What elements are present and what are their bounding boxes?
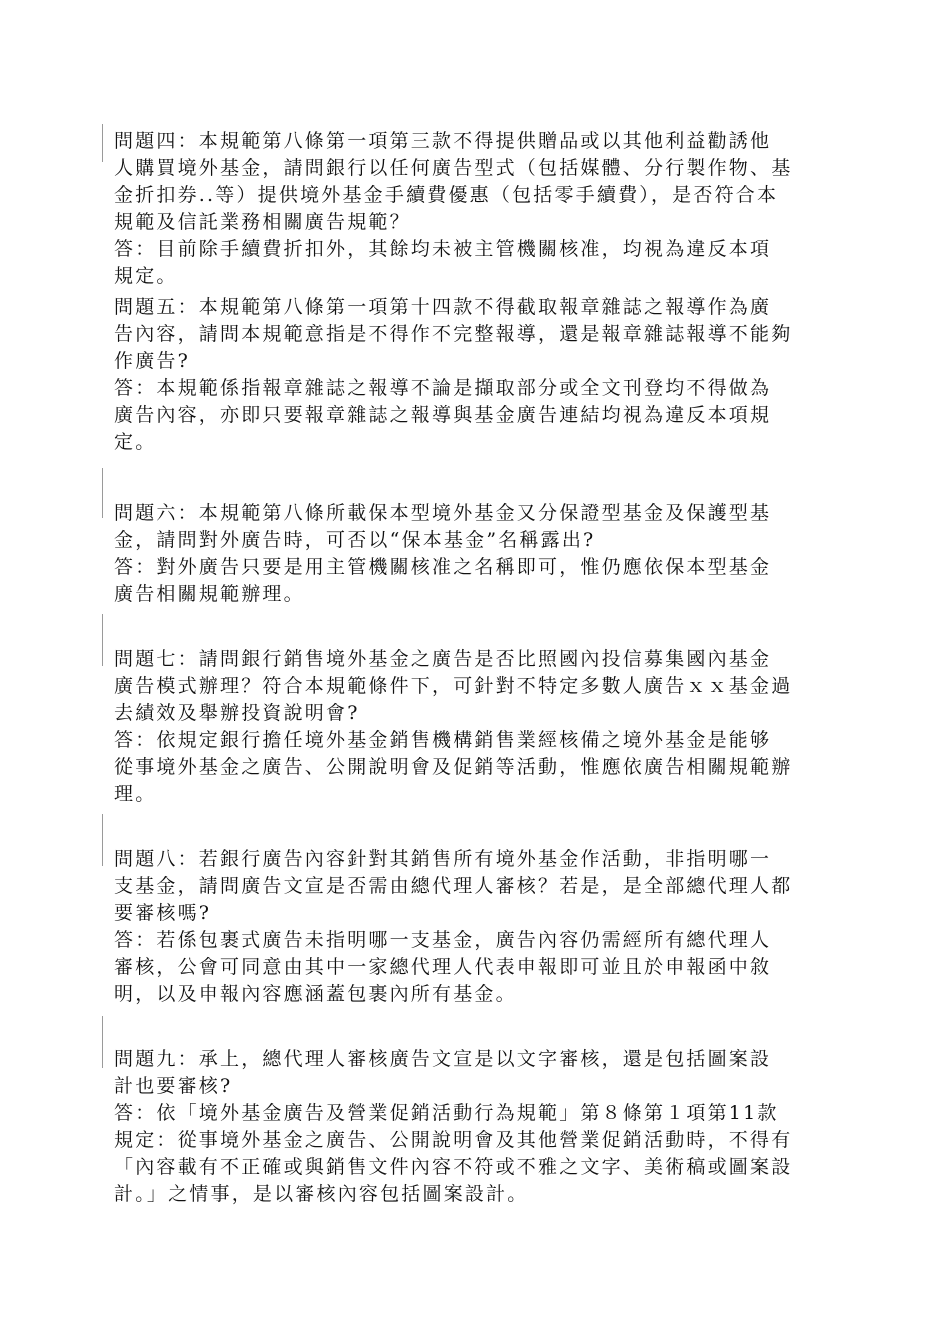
answer-4	[114, 236, 830, 290]
qa-item-7	[114, 646, 830, 808]
question-line: 計也要審核?	[114, 1075, 233, 1097]
question-line: 問題四：本規範第八條第一項第三款不得提供贈品或以其他利益勸誘他	[114, 130, 772, 152]
answer-line: 規定：從事境外基金之廣告、公開說明會及其他營業促銷活動時，不得有	[114, 1129, 793, 1151]
question-6	[114, 500, 830, 554]
margin-bar	[102, 124, 103, 162]
answer-line: 答：依「境外基金廣告及營業促銷活動行為規範」第８條第１項第11款	[114, 1102, 779, 1124]
question-line: 規範及信託業務相關廣告規範？	[114, 211, 411, 233]
answer-line: 廣告相關規範辦理。	[114, 583, 305, 605]
answer-line: 「內容載有不正確或與銷售文件內容不符或不雅之文字、美術稿或圖案設	[114, 1156, 793, 1178]
qa-item-4	[114, 128, 830, 290]
question-line: 作廣告?	[114, 350, 190, 372]
question-line: 去績效及舉辦投資說明會?	[114, 702, 360, 724]
answer-6	[114, 554, 830, 608]
answer-line: 答：若係包裹式廣告未指明哪一支基金，廣告內容仍需經所有總代理人	[114, 929, 772, 951]
answer-line: 答：本規範係指報章雜誌之報導不論是擷取部分或全文刊登均不得做為	[114, 377, 772, 399]
answer-line: 計。」之情事，是以審核內容包括圖案設計。	[114, 1183, 529, 1205]
question-line: 支基金，請問廣告文宣是否需由總代理人審核？若是，是全部總代理人都	[114, 875, 793, 897]
question-4	[114, 128, 830, 236]
margin-bar	[102, 814, 103, 866]
question-line: 金折扣券..等）提供境外基金手續費優惠（包括零手續費），是否符合本	[114, 184, 779, 206]
qa-item-6	[114, 500, 830, 608]
question-line: 問題八：若銀行廣告內容針對其銷售所有境外基金作活動，非指明哪一	[114, 848, 772, 870]
answer-line: 答：對外廣告只要是用主管機關核准之名稱即可，惟仍應依保本型基金	[114, 556, 772, 578]
answer-line: 定。	[114, 431, 157, 453]
question-9	[114, 1046, 830, 1100]
qa-item-5	[114, 294, 830, 456]
answer-line: 從事境外基金之廣告、公開說明會及促銷等活動，惟應依廣告相關規範辦	[114, 756, 793, 778]
answer-line: 廣告內容，亦即只要報章雜誌之報導與基金廣告連結均視為違反本項規	[114, 404, 772, 426]
qa-item-9	[114, 1046, 830, 1208]
question-7	[114, 646, 830, 727]
answer-line: 理。	[114, 783, 157, 805]
question-line: 金，請問對外廣告時，可否以“保本基金”名稱露出?	[114, 529, 596, 551]
answer-9	[114, 1100, 830, 1208]
question-line: 人購買境外基金，請問銀行以任何廣告型式（包括媒體、分行製作物、基	[114, 157, 793, 179]
question-8	[114, 846, 830, 927]
answer-line: 明，以及申報內容應涵蓋包裹內所有基金。	[114, 983, 517, 1005]
question-line: 問題九：承上，總代理人審核廣告文宣是以文字審核，還是包括圖案設	[114, 1048, 772, 1070]
answer-8	[114, 927, 830, 1008]
question-line: 問題六：本規範第八條所載保本型境外基金又分保證型基金及保護型基	[114, 502, 772, 524]
question-line: 告內容，請問本規範意指是不得作不完整報導，還是報章雜誌報導不能夠	[114, 323, 793, 345]
qa-item-8	[114, 846, 830, 1008]
question-line: 廣告模式辦理？符合本規範條件下，可針對不特定多數人廣告ｘｘ基金過	[114, 675, 793, 697]
answer-line: 規定。	[114, 265, 178, 287]
answer-5	[114, 375, 830, 456]
question-line: 問題五：本規範第八條第一項第十四款不得截取報章雜誌之報導作為廣	[114, 296, 772, 318]
question-line: 問題七：請問銀行銷售境外基金之廣告是否比照國內投信募集國內基金	[114, 648, 772, 670]
answer-7	[114, 727, 830, 808]
answer-line: 審核，公會可同意由其中一家總代理人代表申報即可並且於申報函中敘	[114, 956, 772, 978]
margin-bar	[102, 614, 103, 666]
answer-line: 答：目前除手續費折扣外，其餘均未被主管機關核准，均視為違反本項	[114, 238, 772, 260]
margin-bar	[102, 1016, 103, 1068]
answer-line: 答：依規定銀行擔任境外基金銷售機構銷售業經核備之境外基金是能够	[114, 729, 772, 751]
question-5	[114, 294, 830, 375]
question-line: 要審核嗎?	[114, 902, 212, 924]
margin-bar	[102, 468, 103, 518]
